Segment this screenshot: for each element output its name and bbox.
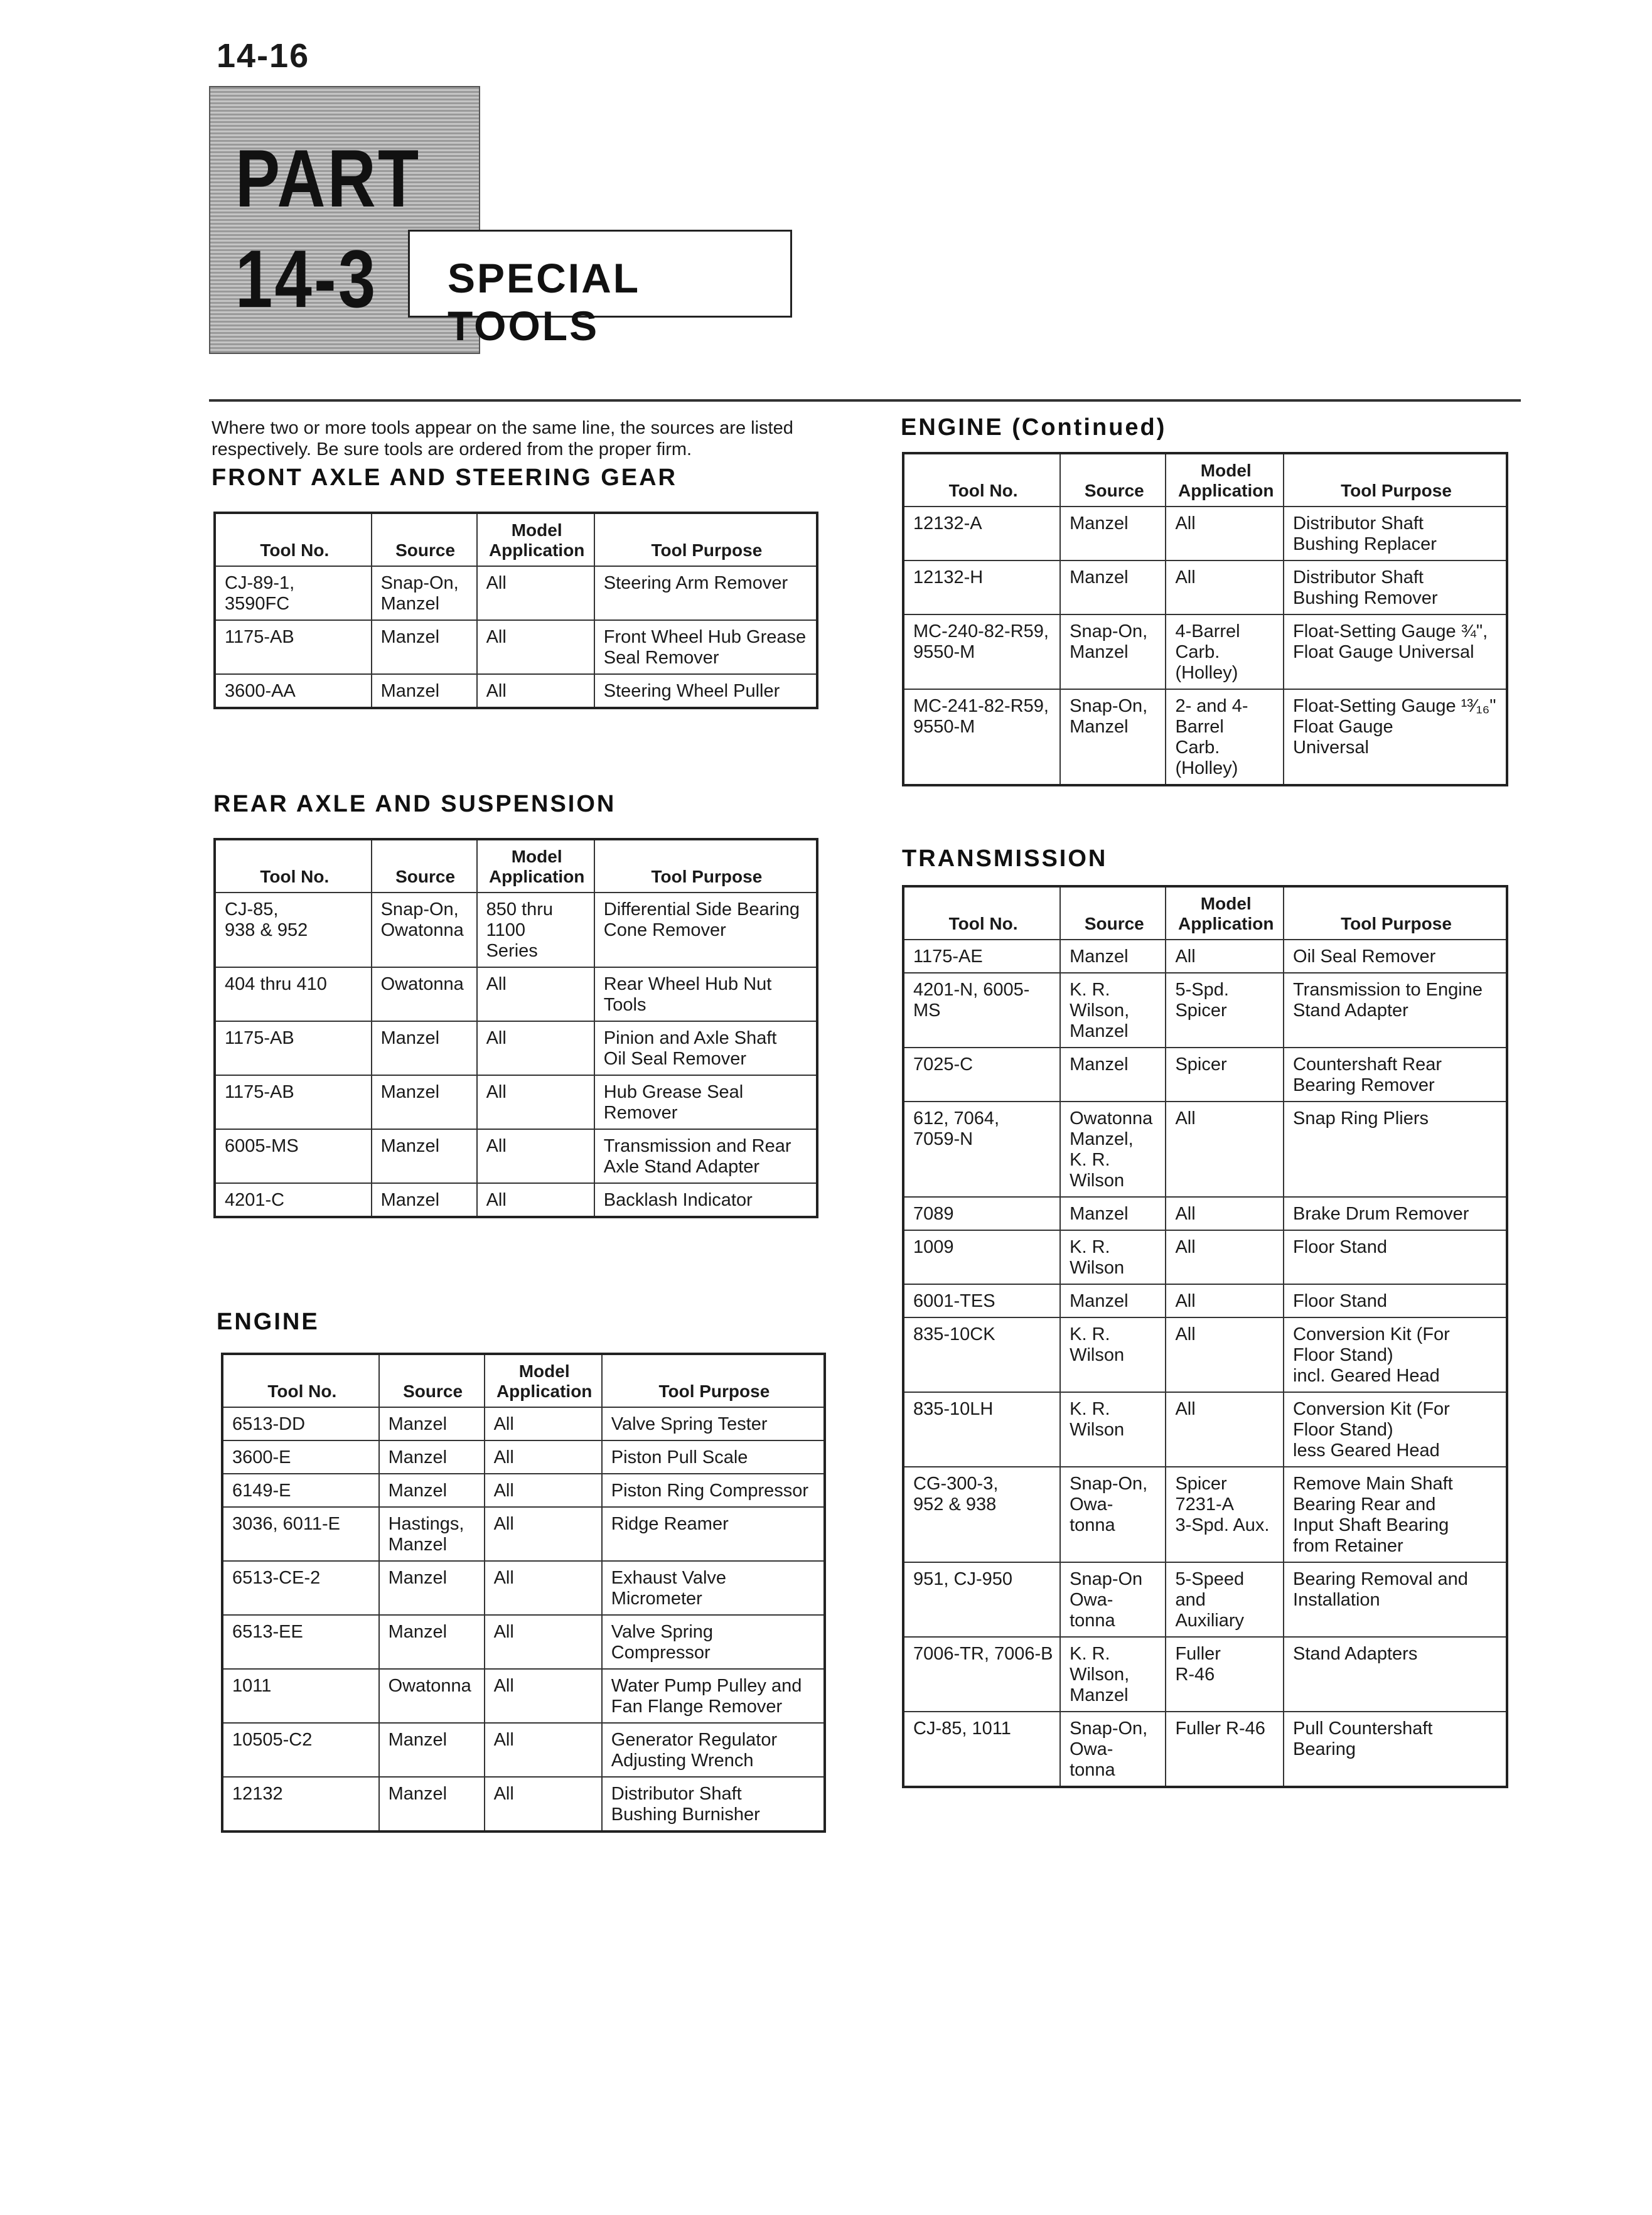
model-application-cell: All xyxy=(485,1561,602,1615)
tool-no-cell: 6005-MS xyxy=(215,1129,372,1183)
tool-no-cell: 1175-AB xyxy=(215,1075,372,1129)
column-header-tool-no: Tool No. xyxy=(222,1354,379,1407)
tool-purpose-cell: Float-Setting Gauge ¹³⁄₁₆" Float Gauge Universal xyxy=(1284,689,1507,785)
tool-purpose-cell: Countershaft Rear Bearing Remover xyxy=(1284,1048,1507,1102)
table-row xyxy=(222,1669,825,1723)
table-row xyxy=(903,1562,1507,1637)
tool-purpose-cell: Valve Spring Tester xyxy=(602,1407,825,1440)
source-cell: Manzel xyxy=(379,1615,485,1669)
source-cell: Manzel xyxy=(379,1723,485,1777)
tool-purpose-cell: Floor Stand xyxy=(1284,1230,1507,1284)
tool-no-cell: 835-10CK xyxy=(903,1317,1060,1392)
table-row xyxy=(903,614,1507,689)
tool-purpose-cell: Steering Arm Remover xyxy=(594,566,817,620)
source-cell: Manzel xyxy=(379,1407,485,1440)
source-cell: Owatonna xyxy=(372,967,477,1021)
column-header-source: Source xyxy=(379,1354,485,1407)
table-row xyxy=(215,1129,817,1183)
tool-purpose-cell: Distributor Shaft Bushing Remover xyxy=(1284,560,1507,614)
column-header-source: Source xyxy=(372,839,477,893)
tool-no-cell: 835-10LH xyxy=(903,1392,1060,1467)
tool-purpose-cell: Pull Countershaft Bearing xyxy=(1284,1712,1507,1787)
tool-no-cell: 1175-AE xyxy=(903,940,1060,973)
column-header-model-application: Model Application xyxy=(485,1354,602,1407)
tool-purpose-cell: Transmission and Rear Axle Stand Adapter xyxy=(594,1129,817,1183)
table-row xyxy=(903,1467,1507,1562)
table-row xyxy=(903,507,1507,560)
column-header-model-application: Model Application xyxy=(477,839,594,893)
tool-no-cell: 951, CJ-950 xyxy=(903,1562,1060,1637)
source-cell: Manzel xyxy=(1060,507,1166,560)
tool-no-cell: 6001-TES xyxy=(903,1284,1060,1317)
title-box xyxy=(408,230,792,349)
column-header-tool-no: Tool No. xyxy=(903,886,1060,940)
tool-no-cell: 3600-AA xyxy=(215,674,372,708)
table-row xyxy=(215,1075,817,1129)
table-row xyxy=(903,973,1507,1048)
tool-purpose-cell: Pinion and Axle Shaft Oil Seal Remover xyxy=(594,1021,817,1075)
source-cell: Manzel xyxy=(1060,560,1166,614)
model-application-cell: All xyxy=(477,674,594,708)
source-cell: Snap-On, Manzel xyxy=(1060,614,1166,689)
model-application-cell: All xyxy=(485,1615,602,1669)
tool-purpose-cell: Front Wheel Hub Grease Seal Remover xyxy=(594,620,817,674)
tool-purpose-cell: Differential Side Bearing Cone Remover xyxy=(594,893,817,967)
model-application-cell: Spicer 7231-A 3-Spd. Aux. xyxy=(1166,1467,1284,1562)
table-row xyxy=(222,1507,825,1561)
model-application-cell: All xyxy=(1166,560,1284,614)
source-cell: Manzel xyxy=(1060,1197,1166,1230)
tool-no-cell: 7089 xyxy=(903,1197,1060,1230)
tool-purpose-cell: Brake Drum Remover xyxy=(1284,1197,1507,1230)
tool-no-cell: 404 thru 410 xyxy=(215,967,372,1021)
source-cell: Manzel xyxy=(372,1075,477,1129)
tool-no-cell: 12132-H xyxy=(903,560,1060,614)
column-header-tool-no: Tool No. xyxy=(215,513,372,566)
column-header-model-application: Model Application xyxy=(1166,453,1284,507)
table-front-axle xyxy=(213,512,818,709)
table-row xyxy=(903,1392,1507,1467)
tool-purpose-cell: Hub Grease Seal Remover xyxy=(594,1075,817,1129)
table-header-row xyxy=(903,453,1507,507)
source-cell: Manzel xyxy=(1060,940,1166,973)
table-row xyxy=(222,1561,825,1615)
model-application-cell: All xyxy=(1166,1230,1284,1284)
intro-text: Where two or more tools appear on the same line, the sources are listed respectively. Be sure tools are ordered from the proper firm. xyxy=(212,418,793,459)
table-row xyxy=(215,1183,817,1217)
tool-purpose-cell: Valve Spring Compressor xyxy=(602,1615,825,1669)
model-application-cell: All xyxy=(477,967,594,1021)
tool-purpose-cell: Snap Ring Pliers xyxy=(1284,1102,1507,1197)
model-application-cell: 2- and 4-Barrel Carb. (Holley) xyxy=(1166,689,1284,785)
model-application-cell: All xyxy=(477,620,594,674)
model-application-cell: All xyxy=(477,566,594,620)
table-row xyxy=(222,1474,825,1507)
tool-purpose-cell: Transmission to Engine Stand Adapter xyxy=(1284,973,1507,1048)
tool-no-cell: CJ-85, 1011 xyxy=(903,1712,1060,1787)
model-application-cell: All xyxy=(1166,1317,1284,1392)
column-header-tool-purpose: Tool Purpose xyxy=(594,839,817,893)
tool-no-cell: CJ-85, 938 & 952 xyxy=(215,893,372,967)
table-header-row xyxy=(215,513,817,566)
section-heading-front-axle: FRONT AXLE AND STEERING GEAR xyxy=(212,464,677,491)
table-header-row xyxy=(215,839,817,893)
tool-no-cell: 6513-DD xyxy=(222,1407,379,1440)
tool-purpose-cell: Float-Setting Gauge ¾", Float Gauge Universal xyxy=(1284,614,1507,689)
table-row xyxy=(903,1197,1507,1230)
source-cell: Snap-On Owa- tonna xyxy=(1060,1562,1166,1637)
model-application-cell: All xyxy=(477,1075,594,1129)
column-header-source: Source xyxy=(372,513,477,566)
tool-purpose-cell: Remove Main Shaft Bearing Rear and Input Shaft Bearing from Retainer xyxy=(1284,1467,1507,1562)
tool-no-cell: 1175-AB xyxy=(215,1021,372,1075)
section-heading-engine: ENGINE xyxy=(217,1309,319,1335)
table-row xyxy=(215,967,817,1021)
model-application-cell: All xyxy=(1166,1392,1284,1467)
model-application-cell: All xyxy=(477,1129,594,1183)
page-number: 14-16 xyxy=(217,37,310,75)
source-cell: Manzel xyxy=(372,674,477,708)
column-header-model-application: Model Application xyxy=(1166,886,1284,940)
tool-purpose-cell: Distributor Shaft Bushing Replacer xyxy=(1284,507,1507,560)
source-cell: Hastings, Manzel xyxy=(379,1507,485,1561)
table-row xyxy=(903,1637,1507,1712)
model-application-cell: All xyxy=(1166,1102,1284,1197)
source-cell: K. R. Wilson xyxy=(1060,1392,1166,1467)
tool-purpose-cell: Steering Wheel Puller xyxy=(594,674,817,708)
table-row xyxy=(222,1407,825,1440)
table-row xyxy=(215,620,817,674)
table-transmission xyxy=(902,885,1508,1788)
tool-no-cell: 10505-C2 xyxy=(222,1723,379,1777)
tool-purpose-cell: Piston Pull Scale xyxy=(602,1440,825,1474)
tool-purpose-cell: Exhaust Valve Micrometer xyxy=(602,1561,825,1615)
tool-no-cell: 12132-A xyxy=(903,507,1060,560)
table-row xyxy=(903,1317,1507,1392)
tool-no-cell: 1009 xyxy=(903,1230,1060,1284)
tool-purpose-cell: Ridge Reamer xyxy=(602,1507,825,1561)
table-row xyxy=(903,1048,1507,1102)
tool-purpose-cell: Backlash Indicator xyxy=(594,1183,817,1217)
column-header-source: Source xyxy=(1060,886,1166,940)
source-cell: Owatonna Manzel, K. R. Wilson xyxy=(1060,1102,1166,1197)
source-cell: Manzel xyxy=(372,1021,477,1075)
source-cell: Manzel xyxy=(379,1440,485,1474)
tool-purpose-cell: Conversion Kit (For Floor Stand) incl. Geared Head xyxy=(1284,1317,1507,1392)
tool-no-cell: CJ-89-1, 3590FC xyxy=(215,566,372,620)
table-engine-continued xyxy=(902,452,1508,786)
source-cell: Manzel xyxy=(372,620,477,674)
tool-no-cell: 6513-EE xyxy=(222,1615,379,1669)
source-cell: Manzel xyxy=(379,1777,485,1832)
tool-purpose-cell: Stand Adapters xyxy=(1284,1637,1507,1712)
model-application-cell: All xyxy=(485,1669,602,1723)
tool-no-cell: 7006-TR, 7006-B xyxy=(903,1637,1060,1712)
source-cell: K. R. Wilson, Manzel xyxy=(1060,973,1166,1048)
model-application-cell: All xyxy=(1166,940,1284,973)
tool-purpose-cell: Distributor Shaft Bushing Burnisher xyxy=(602,1777,825,1832)
tool-purpose-cell: Generator Regulator Adjusting Wrench xyxy=(602,1723,825,1777)
table-row xyxy=(903,1712,1507,1787)
source-cell: Snap-On, Owa- tonna xyxy=(1060,1712,1166,1787)
table-row xyxy=(903,1102,1507,1197)
table-row xyxy=(215,674,817,708)
source-cell: Snap-On, Owatonna xyxy=(372,893,477,967)
column-header-model-application: Model Application xyxy=(477,513,594,566)
column-header-tool-purpose: Tool Purpose xyxy=(602,1354,825,1407)
source-cell: Manzel xyxy=(1060,1284,1166,1317)
table-header-row xyxy=(222,1354,825,1407)
model-application-cell: All xyxy=(485,1723,602,1777)
model-application-cell: All xyxy=(1166,507,1284,560)
model-application-cell: 5-Spd. Spicer xyxy=(1166,973,1284,1048)
model-application-cell: Spicer xyxy=(1166,1048,1284,1102)
section-heading-rear-axle: REAR AXLE AND SUSPENSION xyxy=(213,791,616,817)
model-application-cell: Fuller R-46 xyxy=(1166,1712,1284,1787)
table-engine xyxy=(221,1353,826,1833)
source-cell: Manzel xyxy=(1060,1048,1166,1102)
section-heading-engine-continued: ENGINE (Continued) xyxy=(901,414,1167,441)
tool-no-cell: 1175-AB xyxy=(215,620,372,674)
page-title: SPECIAL TOOLS xyxy=(448,255,640,349)
table-row xyxy=(222,1777,825,1832)
tool-purpose-cell: Piston Ring Compressor xyxy=(602,1474,825,1507)
tool-no-cell: 6513-CE-2 xyxy=(222,1561,379,1615)
tool-no-cell: 4201-N, 6005-MS xyxy=(903,973,1060,1048)
column-header-source: Source xyxy=(1060,453,1166,507)
table-row xyxy=(903,1230,1507,1284)
tool-no-cell: 3036, 6011-E xyxy=(222,1507,379,1561)
model-application-cell: All xyxy=(485,1474,602,1507)
tool-no-cell: MC-241-82-R59, 9550-M xyxy=(903,689,1060,785)
column-header-tool-purpose: Tool Purpose xyxy=(594,513,817,566)
model-application-cell: 4-Barrel Carb. (Holley) xyxy=(1166,614,1284,689)
source-cell: Snap-On, Owa- tonna xyxy=(1060,1467,1166,1562)
tool-no-cell: 3600-E xyxy=(222,1440,379,1474)
source-cell: Manzel xyxy=(372,1183,477,1217)
tool-no-cell: 6149-E xyxy=(222,1474,379,1507)
source-cell: K. R. Wilson xyxy=(1060,1230,1166,1284)
table-row xyxy=(903,940,1507,973)
source-cell: Manzel xyxy=(379,1561,485,1615)
tool-no-cell: 612, 7064, 7059-N xyxy=(903,1102,1060,1197)
tool-purpose-cell: Floor Stand xyxy=(1284,1284,1507,1317)
model-application-cell: All xyxy=(485,1777,602,1832)
table-row xyxy=(903,689,1507,785)
column-header-tool-no: Tool No. xyxy=(215,839,372,893)
model-application-cell: All xyxy=(485,1407,602,1440)
table-row xyxy=(222,1440,825,1474)
tool-no-cell: 1011 xyxy=(222,1669,379,1723)
model-application-cell: All xyxy=(485,1507,602,1561)
column-header-tool-no: Tool No. xyxy=(903,453,1060,507)
tool-no-cell: CG-300-3, 952 & 938 xyxy=(903,1467,1060,1562)
model-application-cell: Fuller R-46 xyxy=(1166,1637,1284,1712)
source-cell: Snap-On, Manzel xyxy=(1060,689,1166,785)
source-cell: Owatonna xyxy=(379,1669,485,1723)
table-row xyxy=(215,566,817,620)
tool-no-cell: 7025-C xyxy=(903,1048,1060,1102)
model-application-cell: All xyxy=(477,1183,594,1217)
table-row xyxy=(215,893,817,967)
table-rear-axle xyxy=(213,838,818,1218)
part-number: 14-3 xyxy=(235,233,378,324)
source-cell: K. R. Wilson xyxy=(1060,1317,1166,1392)
model-application-cell: 850 thru 1100 Series xyxy=(477,893,594,967)
tool-purpose-cell: Conversion Kit (For Floor Stand) less Geared Head xyxy=(1284,1392,1507,1467)
tool-no-cell: 4201-C xyxy=(215,1183,372,1217)
table-row xyxy=(215,1021,817,1075)
tool-no-cell: 12132 xyxy=(222,1777,379,1832)
model-application-cell: All xyxy=(485,1440,602,1474)
table-row xyxy=(222,1615,825,1669)
tool-no-cell: MC-240-82-R59, 9550-M xyxy=(903,614,1060,689)
column-header-tool-purpose: Tool Purpose xyxy=(1284,453,1507,507)
source-cell: Manzel xyxy=(372,1129,477,1183)
column-header-tool-purpose: Tool Purpose xyxy=(1284,886,1507,940)
section-heading-transmission: TRANSMISSION xyxy=(902,845,1108,872)
tool-purpose-cell: Oil Seal Remover xyxy=(1284,940,1507,973)
tool-purpose-cell: Rear Wheel Hub Nut Tools xyxy=(594,967,817,1021)
tool-purpose-cell: Water Pump Pulley and Fan Flange Remover xyxy=(602,1669,825,1723)
table-row xyxy=(903,1284,1507,1317)
table-row xyxy=(222,1723,825,1777)
model-application-cell: 5-Speed and Auxiliary xyxy=(1166,1562,1284,1637)
part-word: PART xyxy=(235,132,421,224)
model-application-cell: All xyxy=(1166,1197,1284,1230)
table-header-row xyxy=(903,886,1507,940)
tool-purpose-cell: Bearing Removal and Installation xyxy=(1284,1562,1507,1637)
source-cell: K. R. Wilson, Manzel xyxy=(1060,1637,1166,1712)
model-application-cell: All xyxy=(477,1021,594,1075)
source-cell: Snap-On, Manzel xyxy=(372,566,477,620)
header-rule xyxy=(209,399,1521,402)
table-row xyxy=(903,560,1507,614)
model-application-cell: All xyxy=(1166,1284,1284,1317)
source-cell: Manzel xyxy=(379,1474,485,1507)
